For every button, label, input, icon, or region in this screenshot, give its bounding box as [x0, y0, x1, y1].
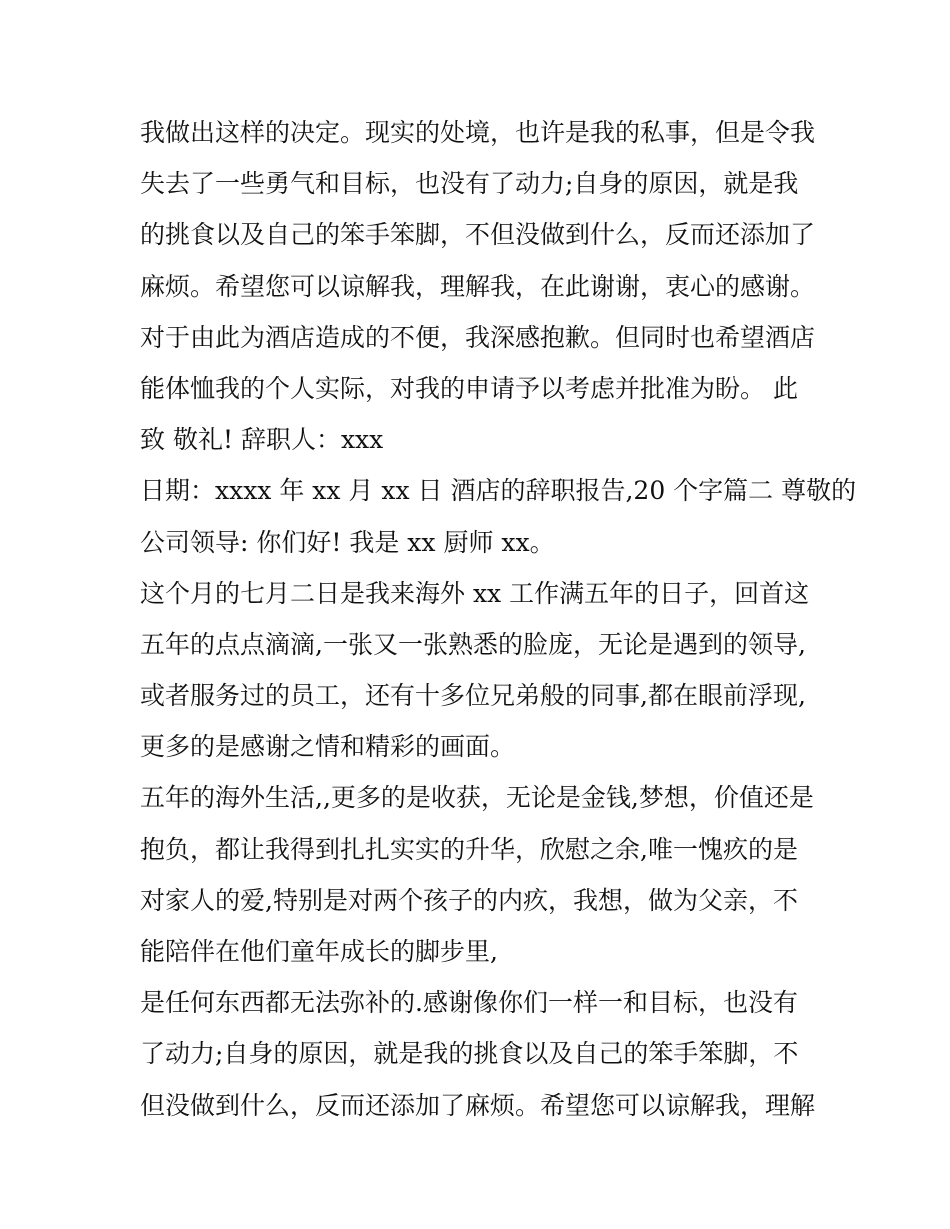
- text-line: 五年的点点滴滴,一张又一张熟悉的脸庞，无论是遇到的领导,: [140, 629, 806, 659]
- text-line: 或者服务过的员工，还有十多位兄弟般的同事,都在眼前浮现,: [140, 681, 806, 711]
- text-line: 更多的是感谢之情和精彩的画面。: [140, 732, 516, 762]
- text-line: 能体恤我的个人实际，对我的申请予以考虑并批准为盼。 此: [140, 373, 798, 403]
- text-line: 五年的海外生活,,更多的是收获，无论是金钱,梦想，价值还是: [140, 783, 814, 813]
- text-line: 的挑食以及自己的笨手笨脚，不但没做到什么，反而还添加了: [140, 220, 816, 250]
- text-line: 但没做到什么，反而还添加了麻烦。希望您可以谅解我，理解: [140, 1090, 816, 1120]
- text-line: 日期：xxxx 年 xx 月 xx 日 酒店的辞职报告,20 个字篇二 尊敬的: [140, 476, 857, 506]
- text-line: 公司领导: 你们好! 我是 xx 厨师 xx。: [140, 527, 555, 557]
- text-line: 能陪伴在他们童年成长的脚步里,: [140, 937, 498, 966]
- text-line: 致 敬礼! 辞职人：xxx: [140, 425, 384, 455]
- text-line: 了动力;自身的原因，就是我的挑食以及自己的笨手笨脚，不: [140, 1039, 799, 1069]
- text-line: 对于由此为酒店造成的不便，我深感抱歉。但同时也希望酒店: [140, 322, 816, 352]
- text-line: 我做出这样的决定。现实的处境，也许是我的私事，但是令我: [140, 118, 816, 147]
- text-line: 失去了一些勇气和目标，也没有了动力;自身的原因，就是我: [140, 169, 799, 199]
- document-body: [140, 107, 857, 1131]
- text-line: 抱负，都让我得到扎扎实实的升华，欣慰之余,唯一愧疚的是: [140, 834, 798, 864]
- text-line: 是任何东西都无法弥补的.感谢像你们一样一和目标，也没有: [140, 988, 798, 1018]
- text-line: 对家人的爱,特别是对两个孩子的内疚，我想，做为父亲，不: [140, 885, 798, 915]
- text-line: 麻烦。希望您可以谅解我，理解我，在此谢谢，衷心的感谢。: [140, 271, 816, 301]
- text-line: 这个月的七月二日是我来海外 xx 工作满五年的日子，回首这: [140, 578, 810, 608]
